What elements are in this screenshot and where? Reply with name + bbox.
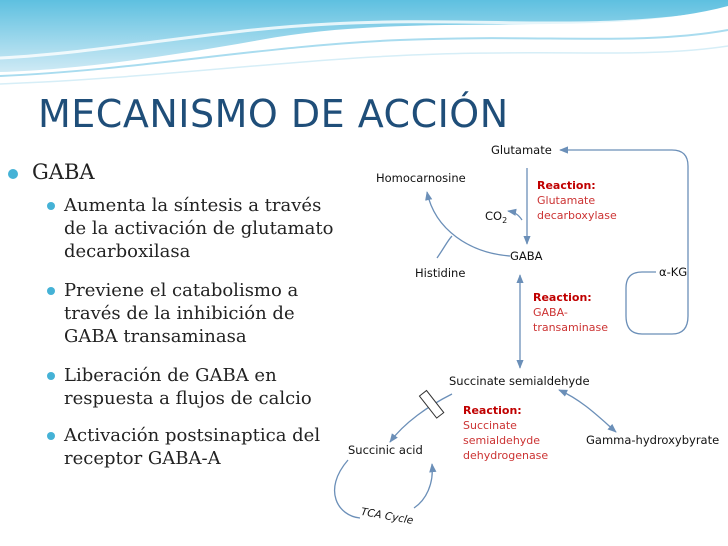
bullet-dot-icon <box>47 432 55 440</box>
bullet-dot-icon <box>47 202 55 210</box>
slide-title: MECANISMO DE ACCIÓN <box>38 92 509 136</box>
sub-bullet-text: Activación postsinaptica del receptor GABA-A <box>64 425 321 469</box>
sub-bullet-item <box>64 364 334 410</box>
reaction-enzyme-line: GABA- <box>533 306 568 319</box>
arrow-ssa-to-ghb <box>559 390 616 432</box>
reaction-enzyme-line: transaminase <box>533 321 609 334</box>
reaction-enzyme-line: Succinate <box>463 419 517 432</box>
sub-bullet-item <box>64 279 334 348</box>
bullet-dot-icon <box>8 169 18 179</box>
reaction-heading: Reaction: <box>463 404 522 417</box>
reaction-heading: Reaction: <box>537 179 596 192</box>
node-succinic-acid: Succinic acid <box>348 443 423 457</box>
arrow-alpha-kg-cycle <box>560 150 688 334</box>
sub-bullet-text: Aumenta la síntesis a través de la activación de glutamato decarboxilasa <box>64 195 334 262</box>
node-gaba: GABA <box>510 249 543 263</box>
reaction-enzyme-line: dehydrogenase <box>463 449 549 462</box>
node-alpha-kg: α-KG <box>659 265 688 279</box>
bullet-dot-icon <box>47 287 55 295</box>
node-co2: $CO_2$ <box>485 209 508 225</box>
bullet-text: GABA <box>32 160 95 184</box>
tca-cycle-arc-right <box>414 464 432 508</box>
reaction-enzyme-line: semialdehyde <box>463 434 541 447</box>
node-histidine: Histidine <box>415 266 466 280</box>
bullet-item-gaba <box>32 160 95 184</box>
arrow-ssa-to-succinic-acid <box>390 394 452 442</box>
sub-bullet-item <box>64 194 334 263</box>
arrow-co2-release <box>508 211 522 220</box>
tca-cycle-arc-left <box>335 460 360 518</box>
arrow-histidine-branch <box>437 236 452 258</box>
sub-bullet-text: Liberación de GABA en respuesta a flujos de calcio <box>64 365 312 409</box>
arrow-gaba-to-homocarnosine <box>427 192 510 256</box>
enzyme-inhibition-block <box>419 391 443 419</box>
node-glutamate: Glutamate <box>491 143 552 157</box>
node-homocarnosine: Homocarnosine <box>376 171 466 185</box>
reaction-enzyme-line: decarboxylase <box>537 209 617 222</box>
node-succinate-semialdehyde: Succinate semialdehyde <box>449 374 590 388</box>
bullet-dot-icon <box>47 372 55 380</box>
gaba-metabolism-diagram <box>320 138 720 538</box>
sub-bullet-text: Previene el catabolismo a través de la inhibición de GABA transaminasa <box>64 280 299 347</box>
node-tca-cycle: TCA Cycle <box>359 505 415 527</box>
reaction-heading: Reaction: <box>533 291 592 304</box>
reaction-enzyme-line: Glutamate <box>537 194 596 207</box>
sub-bullet-item <box>64 424 334 470</box>
node-gamma-hydroxybyrate: Gamma-hydroxybyrate <box>586 433 720 447</box>
